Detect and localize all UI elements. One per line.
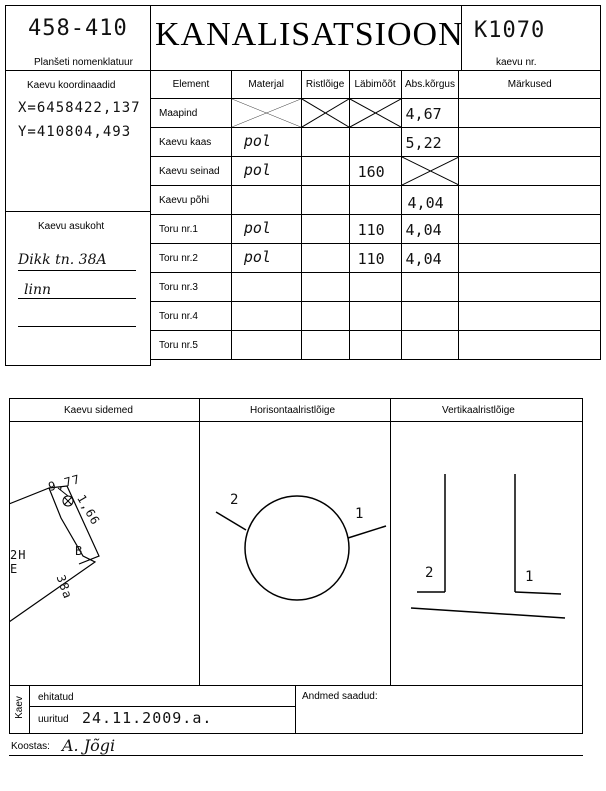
cell-crossed (349, 99, 401, 128)
table-row (151, 128, 601, 157)
table-row (151, 244, 601, 273)
cell-crossed (301, 99, 349, 128)
cell-labimoot (349, 128, 401, 157)
koostas-signature: A. Jõgi (62, 736, 116, 755)
table-row (151, 99, 601, 128)
row-element: Toru nr.5 (151, 331, 232, 360)
nomenclature-label: Planšeti nomenklatuur (34, 57, 133, 68)
cell-ristloige (301, 157, 349, 186)
cell-labimoot: 110 (349, 215, 401, 244)
dist-a: 9,77 (46, 471, 83, 495)
location-underline-2 (18, 298, 136, 299)
cell-markused (459, 244, 601, 273)
dist-b: 1,66 (74, 492, 103, 528)
cell-markused (459, 215, 601, 244)
cell-markused (459, 99, 601, 128)
row-element: Toru nr.4 (151, 302, 232, 331)
coord-y: Y=410804,493 (18, 124, 132, 140)
cell-abs: 5,22 (401, 128, 459, 157)
row-element: Toru nr.1 (151, 215, 232, 244)
cell-abs: 4,04 (401, 215, 459, 244)
row-element: Toru nr.3 (151, 273, 232, 302)
well-no-label: kaevu nr. (496, 57, 537, 68)
header-abs-korgus: Abs.kõrgus (401, 71, 459, 99)
row-element: Maapind (151, 99, 232, 128)
kaev-divider (29, 685, 30, 734)
header-ristloige: Ristlõige (301, 71, 349, 99)
location-underline-3 (18, 326, 136, 327)
row-element: Kaevu seinad (151, 157, 232, 186)
cell-labimoot: 110 (349, 244, 401, 273)
cell-abs: 4,04 (401, 244, 459, 273)
coords-box (5, 70, 151, 212)
cell-abs: 4,04 (401, 186, 459, 215)
cell-crossed (231, 99, 301, 128)
ehitatud-label: ehitatud (38, 692, 74, 703)
table-row (151, 302, 601, 331)
coords-label: Kaevu koordinaadid (27, 80, 116, 91)
header-element: Element (151, 71, 232, 99)
kaev-label: Kaev (13, 696, 25, 719)
cell-materjal (231, 186, 301, 215)
footer-mid-divider (295, 685, 296, 734)
row-element: Kaevu kaas (151, 128, 232, 157)
table-row (151, 186, 601, 215)
cell-abs: 4,67 (401, 99, 459, 128)
koostas-label: Koostas: (11, 741, 50, 752)
location-underline-1 (18, 270, 136, 271)
cell-ristloige (301, 128, 349, 157)
row-element: Kaevu põhi (151, 186, 232, 215)
horisontaal-label: Horisontaalristlõige (250, 405, 336, 416)
cell-ristloige (301, 215, 349, 244)
cell-materjal: pol (231, 215, 301, 244)
horizontal-section (200, 422, 390, 686)
cell-labimoot: 160 (349, 157, 401, 186)
cell-labimoot (349, 186, 401, 215)
h-pipe-1-label: 1 (355, 506, 365, 522)
cell-ristloige (301, 244, 349, 273)
table-row (151, 331, 601, 360)
cell-ristloige (301, 186, 349, 215)
building-label: B (75, 544, 84, 558)
sidemed-label: Kaevu sidemed (64, 405, 133, 416)
street-label: 38a (53, 573, 76, 601)
header-labimoot: Läbimõõt (349, 71, 401, 99)
well-data-table (150, 70, 601, 360)
cell-materjal: pol (231, 157, 301, 186)
location-sketch (9, 422, 199, 686)
table-row (151, 215, 601, 244)
nomenclature-value: 458-410 (28, 16, 128, 41)
h-pipe-2-label: 2 (230, 492, 240, 508)
coord-x: X=6458422,137 (18, 100, 141, 116)
location-label: Kaevu asukoht (38, 221, 105, 232)
uuritud-value: 24.11.2009.a. (82, 709, 213, 727)
koostas-underline (9, 755, 583, 756)
cell-markused (459, 128, 601, 157)
building-side-label: 2H E (10, 548, 27, 576)
andmed-label: Andmed saadud: (302, 691, 378, 702)
page-title: KANALISATSIOON (155, 16, 464, 53)
uuritud-label: uuritud (38, 714, 69, 725)
location-line2: linn (24, 282, 51, 298)
location-line1: Dikk tn. 38A (18, 252, 107, 268)
header-markused: Märkused (459, 71, 601, 99)
v-pipe-1-label: 1 (525, 569, 535, 585)
vertikaal-label: Vertikaalristlõige (442, 405, 515, 416)
vertical-section (391, 422, 583, 686)
table-row (151, 273, 601, 302)
cell-markused (459, 186, 601, 215)
cell-markused (459, 157, 601, 186)
table-row (151, 157, 601, 186)
header-materjal: Materjal (231, 71, 301, 99)
cell-crossed (401, 157, 459, 186)
ehitatud-line (29, 706, 295, 707)
row-element: Toru nr.2 (151, 244, 232, 273)
well-no-value: K1070 (474, 18, 546, 43)
v-pipe-2-label: 2 (425, 565, 435, 581)
cell-materjal: pol (231, 128, 301, 157)
cell-materjal: pol (231, 244, 301, 273)
